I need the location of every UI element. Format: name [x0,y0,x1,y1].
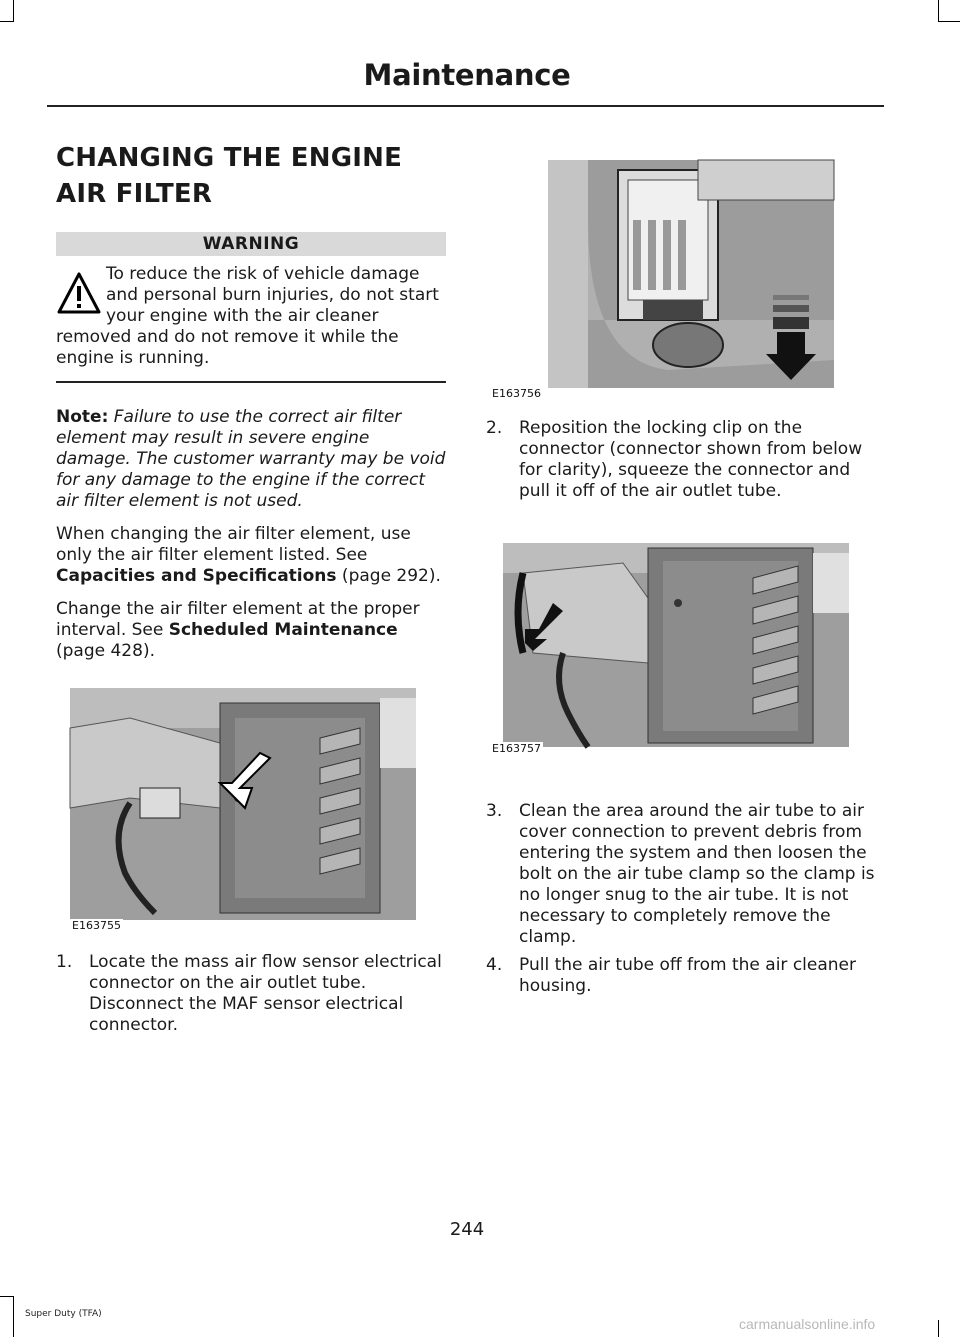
engine-illustration [70,688,416,920]
paragraph-text: Change the air filter element at the proper interval. See [56,599,420,640]
left-column [56,140,446,662]
engine-illustration [503,543,849,747]
crop-mark [0,21,14,22]
note-text: Failure to use the correct air filter element may result in severe engine damage. The customer warranty may be void for any damage to the engine if the correct air filter element is not used. [56,407,446,511]
step-number: 2. [486,418,503,438]
note-paragraph [56,407,446,512]
page-number: 244 [449,1219,485,1240]
crop-mark [938,1320,939,1337]
figure-locking-clip [492,160,834,400]
warning-divider [56,381,446,383]
section-title: CHANGING THE ENGINE AIR FILTER [56,143,403,209]
step-1 [56,952,446,1036]
footer-model: Super Duty (TFA) [25,1309,102,1319]
step-3 [486,801,880,948]
step-list-left [56,952,446,1036]
warning-bar: WARNING [56,232,446,256]
filter-element-paragraph [56,524,446,587]
page-header-title: Maintenance [363,58,571,92]
step-text: Pull the air tube off from the air cleaner housing. [519,955,856,996]
paragraph-text: (page 292). [336,566,441,586]
note-label: Note: [56,407,109,427]
step-text: Locate the mass air flow sensor electrical connector on the air outlet tube. Disconnect the MAF sensor electrical connector. [89,952,442,1035]
warning-text: To reduce the risk of vehicle damage and personal burn injuries, do not start your engine with the air cleaner removed and do not remove it while the engine is running. [56,264,439,368]
figure-label: E163756 [492,387,541,400]
connector-illustration [548,160,834,388]
scheduled-maintenance-link[interactable]: Scheduled Maintenance [168,620,398,640]
figure-label: E163757 [492,742,541,755]
figure-maf-connector [70,688,416,932]
crop-mark [13,1296,14,1337]
step-list-right [486,418,880,502]
warning-box [56,264,446,369]
capacities-link[interactable]: Capacities and Specifications [56,566,337,586]
step-number: 3. [486,801,503,821]
step-number: 4. [486,955,503,975]
paragraph-text: When changing the air filter element, use only the air filter element listed. See [56,524,411,565]
paragraph-text: (page 428). [56,641,155,661]
crop-mark [938,21,960,22]
crop-mark [0,1296,14,1297]
warning-triangle-icon [56,270,102,318]
step-text: Reposition the locking clip on the connector (connector shown from below for clarity), squeeze the connector and pull it off of the air outlet tube. [519,418,863,501]
step-2 [486,418,880,502]
header-divider [47,105,884,107]
step-list-right-continued [486,801,880,997]
step-4 [486,955,880,997]
step-number: 1. [56,952,73,972]
watermark: carmanualsonline.info [739,1316,876,1332]
step-text: Clean the area around the air tube to air cover connection to prevent debris from entering the system and then loosen the bolt on the air tube clamp so the clamp is no longer snug to the air tube. It is not necessary to completely remove the clamp. [519,801,875,947]
crop-mark [938,0,939,22]
crop-mark [13,0,14,22]
figure-label: E163755 [72,919,121,932]
interval-paragraph [56,599,446,662]
figure-air-tube-clamp [492,543,849,755]
